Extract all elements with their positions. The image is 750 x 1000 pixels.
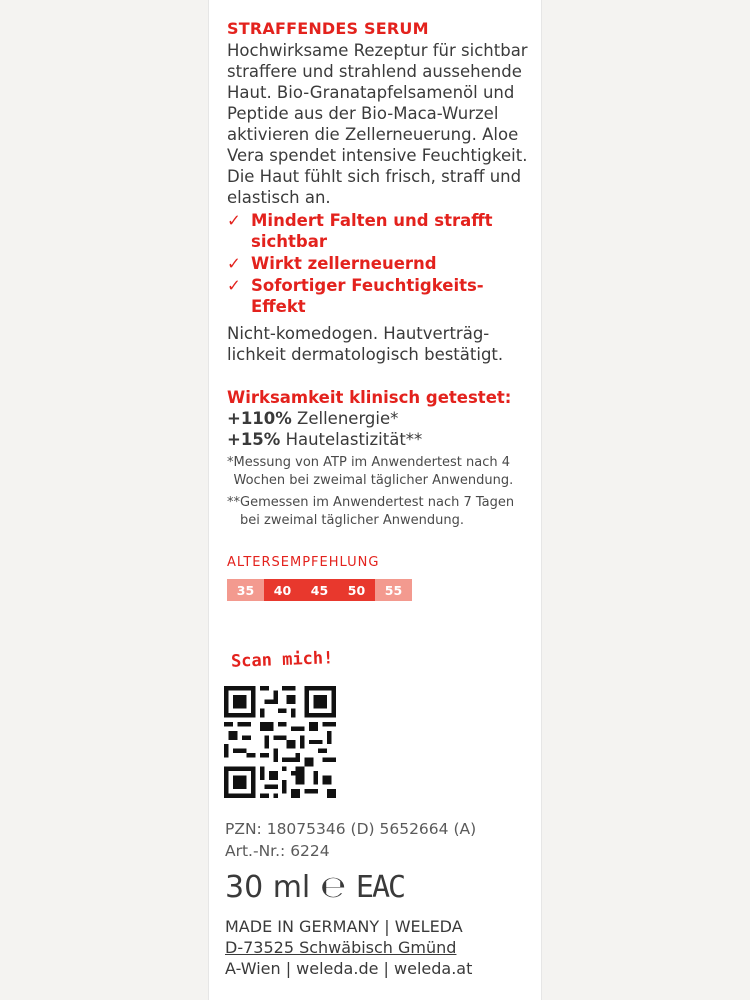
benefit-item (227, 210, 532, 252)
article-number: Art.-Nr.: 6224 (225, 842, 330, 860)
check-icon: ✓ (227, 276, 241, 295)
age-cell: 55 (375, 579, 412, 601)
age-recommendation-heading: ALTERSEMPFEHLUNG (227, 555, 380, 570)
stat-value: +110% (227, 409, 292, 428)
volume-row (225, 868, 404, 908)
check-icon: ✓ (227, 254, 241, 273)
product-description: Hochwirksame Rezeptur für sichtbar straffere und strahlend aussehende Haut. Bio-Granatapfelsamenöl und Peptide aus der Bio-Maca-Wurzel aktivieren die Zellerneuerung. Aloe Vera spendet intensive Feuchtigkeit. Die Haut fühlt sich frisch, straff und elastisch an. (227, 41, 528, 207)
pzn-number: PZN: 18075346 (D) 5652664 (A) (225, 820, 477, 838)
age-scale (227, 579, 412, 601)
stat-label: Zellenergie* (291, 409, 399, 428)
check-icon: ✓ (227, 211, 241, 230)
volume-text: 30 ml (225, 870, 311, 905)
age-cell: 40 (264, 579, 301, 601)
benefit-text: Mindert Falten und strafft sichtbar (251, 211, 493, 251)
product-codes (225, 818, 476, 862)
stat-value: +15% (227, 430, 281, 449)
efficacy-heading: Wirksamkeit klinisch getestet: (227, 388, 512, 407)
age-cell: 45 (301, 579, 338, 601)
stat-cell-energy (227, 408, 532, 429)
address-line: D-73525 Schwäbisch Gmünd (225, 938, 457, 957)
benefit-item (227, 253, 532, 274)
footnote-mark: ** (227, 495, 240, 510)
footnote-text: Gemessen im Anwendertest nach 7 Tagen bei zweimal täglicher Anwendung. (240, 495, 515, 528)
estimated-sign-icon: ℮ (320, 870, 346, 905)
benefit-text: Sofortiger Feuchtigkeits-Effekt (251, 276, 484, 316)
age-cell: 50 (338, 579, 375, 601)
scan-me-label: Scan mich! (230, 648, 334, 672)
made-in-line: MADE IN GERMANY | WELEDA (225, 917, 463, 936)
manufacturer-info (225, 916, 472, 979)
footnote-text: Messung von ATP im Anwendertest nach 4 Wochen bei zweimal täglicher Anwendung. (233, 455, 514, 488)
skin-tolerance-note: Nicht-komedogen. Hautverträglichkeit dermatologisch bestätigt. (227, 324, 504, 364)
age-cell: 35 (227, 579, 264, 601)
stat-elasticity (227, 429, 532, 450)
footnote-mark: * (227, 455, 234, 470)
footnote (227, 454, 532, 490)
product-info (227, 18, 532, 601)
web-line: A-Wien | weleda.de | weleda.at (225, 959, 473, 978)
benefit-list (227, 210, 532, 317)
benefit-text: Wirkt zellerneuernd (251, 254, 437, 273)
footnote (227, 494, 532, 530)
benefit-item (227, 275, 532, 317)
stat-label: Hautelastizität** (280, 430, 423, 449)
package-side-panel (208, 0, 542, 1000)
qr-code[interactable] (224, 686, 336, 798)
eac-mark-icon: EAC (355, 870, 405, 905)
product-title: STRAFFENDES SERUM (227, 19, 429, 38)
